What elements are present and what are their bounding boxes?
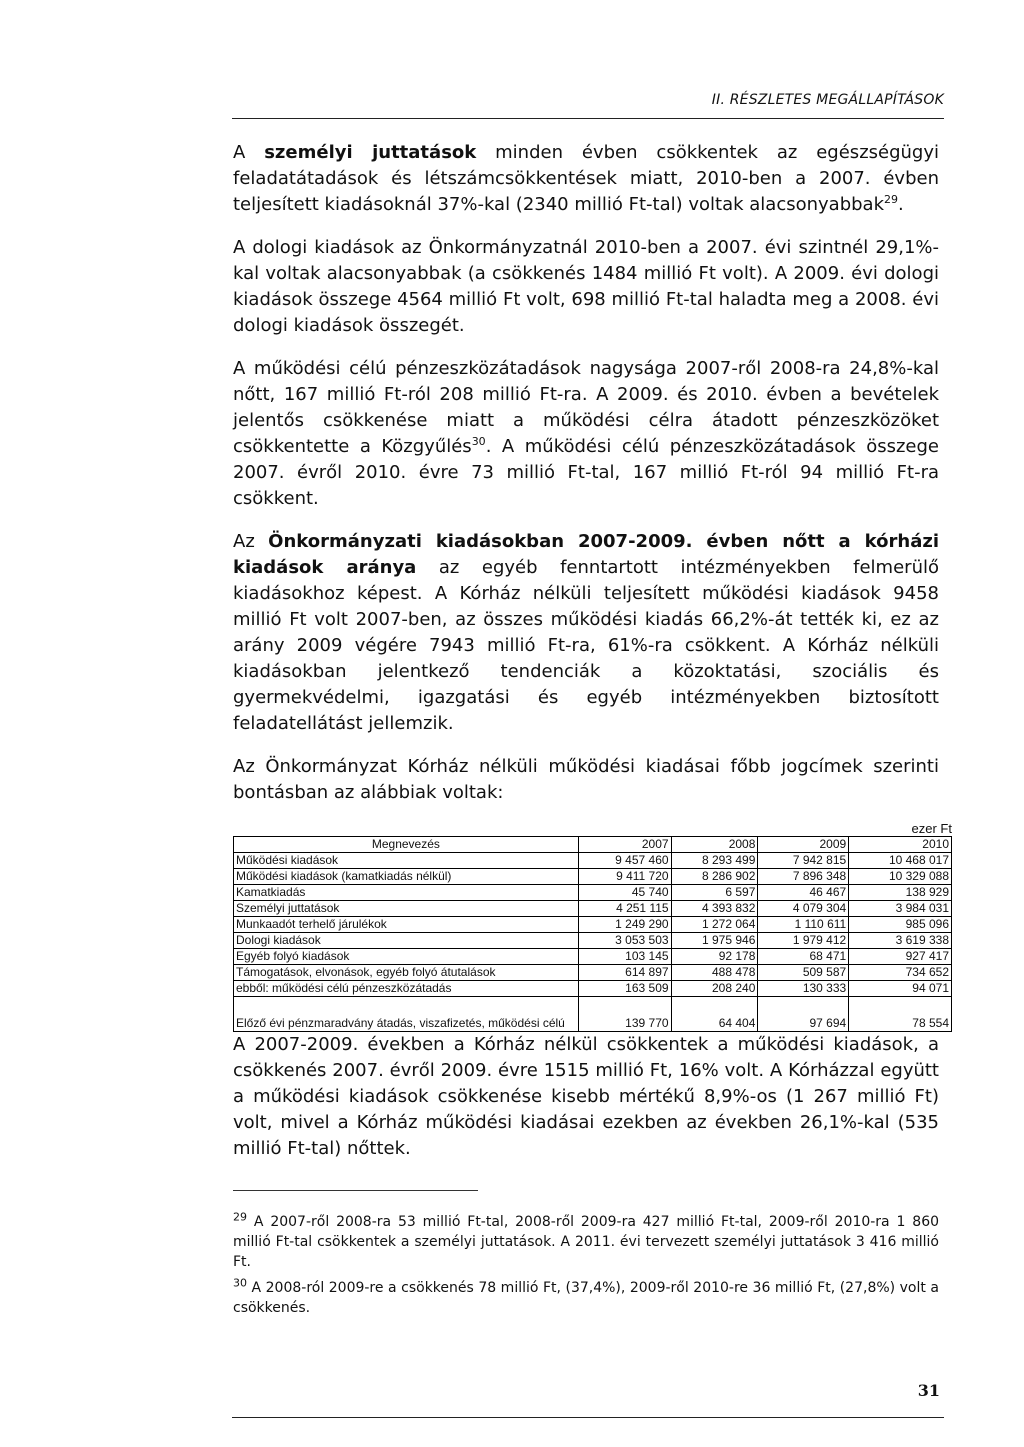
row-label-cell: Egyéb folyó kiadások [234,949,579,965]
value-cell: 92 178 [671,949,758,965]
value-cell: 509 587 [758,965,849,981]
value-cell: 614 897 [578,965,671,981]
value-cell: 9 457 460 [578,853,671,869]
p3-post: . A működési célú pénzeszközátadások összege 2007. évről 2010. évre 73 millió Ft-tal, 167 millió Ft-ról 94 millió Ft-ra csökkent. [233,436,940,509]
row-label-cell: Kamatkiadás [234,885,579,901]
value-cell: 1 979 412 [758,933,849,949]
paragraph-operational-transfers [233,356,939,512]
value-cell: 1 975 946 [671,933,758,949]
value-cell: 10 468 017 [849,853,952,869]
value-cell: 78 554 [849,997,952,1032]
value-cell: 4 251 115 [578,901,671,917]
footnote-29 [233,1212,939,1272]
header-cell: 2010 [849,837,952,853]
p4-post: az egyéb fenntartott intézményekben felmerülő kiadásokhoz képest. A Kórház nélküli teljesített működési kiadások 9458 millió Ft volt 2007-ben, az összes működési kiadás 66,2%-át tették ki, ez az arány 2009 végére 7943 millió Ft-ra, 61%-ra csökkent. A Kórház nélküli kiadásokban jelentkező tendenciák a közoktatási, szociális és gyermekvédelmi, igazgatási és egyéb intézményekben biztosított feladatellátást jellemzik. [233,557,939,734]
value-cell: 94 071 [849,981,952,997]
footnote-text: A 2007-ről 2008-ra 53 millió Ft-tal, 2008-ről 2009-ra 427 millió Ft-tal, 2009-ről 2010-ra 1 860 millió Ft-tal csökkentek a személyi juttatások. A 2011. évi tervezett személyi juttatások 3 416 millió Ft. [233,1214,940,1270]
paragraph-material-expenses: A dologi kiadások az Önkormányzatnál 2010-ben a 2007. évi szintnél 29,1%-kal voltak alacsonyabbak (a csökkenés 1484 millió Ft volt). A 2009. évi dologi kiadások összege 4564 millió Ft volt, 698 millió Ft-tal haladta meg a 2008. évi dologi kiadások összegét. [233,237,939,336]
row-label-cell: ebből: működési célú pénzeszközátadás [234,981,579,997]
table-row [234,981,952,997]
paragraph-conclusion: A 2007-2009. években a Kórház nélkül csökkentek a működési kiadások, a csökkenés 2007. évről 2009. évre 1515 millió Ft, 16% volt. A Kórházzal együtt a működési kiadások csökkenése kisebb mértékű 8,9%-os (1 267 millió Ft) volt, mivel a Kórház működési kiadásai ezekben az években 26,1%-kal (535 millió Ft-tal) nőttek. [233,1034,939,1159]
table-row [234,965,952,981]
footnote-text: A 2008-ról 2009-re a csökkenés 78 millió Ft, (37,4%), 2009-ről 2010-re 36 millió Ft, (27,8%) volt a csökkenés. [233,1280,939,1316]
value-cell: 46 467 [758,885,849,901]
footnote-number: 30 [233,1276,247,1290]
value-cell: 8 293 499 [671,853,758,869]
value-cell: 1 272 064 [671,917,758,933]
footnote-ref-30[interactable]: 30 [471,435,486,448]
row-label-cell: Előző évi pénzmaradvány átadás, viszafizetés, működési célú [234,997,579,1032]
footer-rule [232,1417,944,1418]
header-cell: Megnevezés [234,837,579,853]
row-label-cell: Támogatások, elvonások, egyéb folyó átutalások [234,965,579,981]
value-cell: 163 509 [578,981,671,997]
paragraph-hospital-share [233,529,939,737]
value-cell: 1 249 290 [578,917,671,933]
value-cell: 1 110 611 [758,917,849,933]
value-cell: 139 770 [578,997,671,1032]
table-row [234,997,952,1032]
table-unit: ezer Ft [911,821,952,836]
value-cell: 3 619 338 [849,933,952,949]
value-cell: 7 896 348 [758,869,849,885]
value-cell: 8 286 902 [671,869,758,885]
expenses-table [233,836,952,1032]
header-cell: 2008 [671,837,758,853]
p4-bold: Önkormányzati kiadásokban 2007-2009. évben nőtt a kórházi kiadások aránya [233,531,939,578]
value-cell: 10 329 088 [849,869,952,885]
row-label-cell: Működési kiadások [234,853,579,869]
p4-pre: Az [233,531,269,552]
table-row [234,869,952,885]
footnote-ref-29[interactable]: 29 [884,193,899,206]
value-cell: 4 393 832 [671,901,758,917]
main-content [233,140,952,1179]
value-cell: 9 411 720 [578,869,671,885]
footnote-30 [233,1278,939,1318]
value-cell: 45 740 [578,885,671,901]
p1-post: minden évben csökkentek az egészségügyi feladatátadások és létszámcsökkentések miatt, 2010-ben a 2007. évben teljesített kiadásoknál 37%-kal (2340 millió Ft-tal) voltak alacsonyabbak [233,142,940,215]
footnote-rule [233,1190,478,1191]
value-cell: 138 929 [849,885,952,901]
value-cell: 68 471 [758,949,849,965]
table-row [234,949,952,965]
value-cell: 103 145 [578,949,671,965]
value-cell: 734 652 [849,965,952,981]
row-label-cell: Személyi juttatások [234,901,579,917]
page-number: 31 [917,1381,940,1400]
value-cell: 7 942 815 [758,853,849,869]
p1-bold: személyi juttatások [264,142,477,163]
value-cell: 97 694 [758,997,849,1032]
header-cell: 2009 [758,837,849,853]
value-cell: 6 597 [671,885,758,901]
table-row [234,917,952,933]
row-label-cell: Munkaadót terhelő járulékok [234,917,579,933]
value-cell: 927 417 [849,949,952,965]
p1-pre: A [233,142,265,163]
table-row [234,933,952,949]
value-cell: 488 478 [671,965,758,981]
footnote-number: 29 [233,1210,247,1224]
table-header-row [234,837,952,853]
p3-pre: A működési célú pénzeszközátadások nagysága 2007-ről 2008-ra 24,8%-kal nőtt, 167 millió Ft-ról 208 millió Ft-ra. A 2009. és 2010. évben a bevételek jelentős csökkenése miatt a működési célra átadott pénzeszközöket csökkentette a Közgyűlés [233,358,939,457]
value-cell: 3 984 031 [849,901,952,917]
value-cell: 208 240 [671,981,758,997]
header-rule [232,118,944,119]
value-cell: 130 333 [758,981,849,997]
row-label-cell: Működési kiadások (kamatkiadás nélkül) [234,869,579,885]
row-label-cell: Dologi kiadások [234,933,579,949]
value-cell: 985 096 [849,917,952,933]
table-row [234,885,952,901]
running-header: II. RÉSZLETES MEGÁLLAPÍTÁSOK [711,92,944,108]
value-cell: 4 079 304 [758,901,849,917]
value-cell: 64 404 [671,997,758,1032]
value-cell: 3 053 503 [578,933,671,949]
p1-end: . [898,194,904,215]
footnotes [233,1212,939,1324]
paragraph-table-intro: Az Önkormányzat Kórház nélküli működési kiadásai főbb jogcímek szerinti bontásban az alábbiak voltak: [233,756,939,803]
table-row [234,901,952,917]
paragraph-personal-benefits [233,140,939,218]
table-row [234,853,952,869]
header-cell: 2007 [578,837,671,853]
